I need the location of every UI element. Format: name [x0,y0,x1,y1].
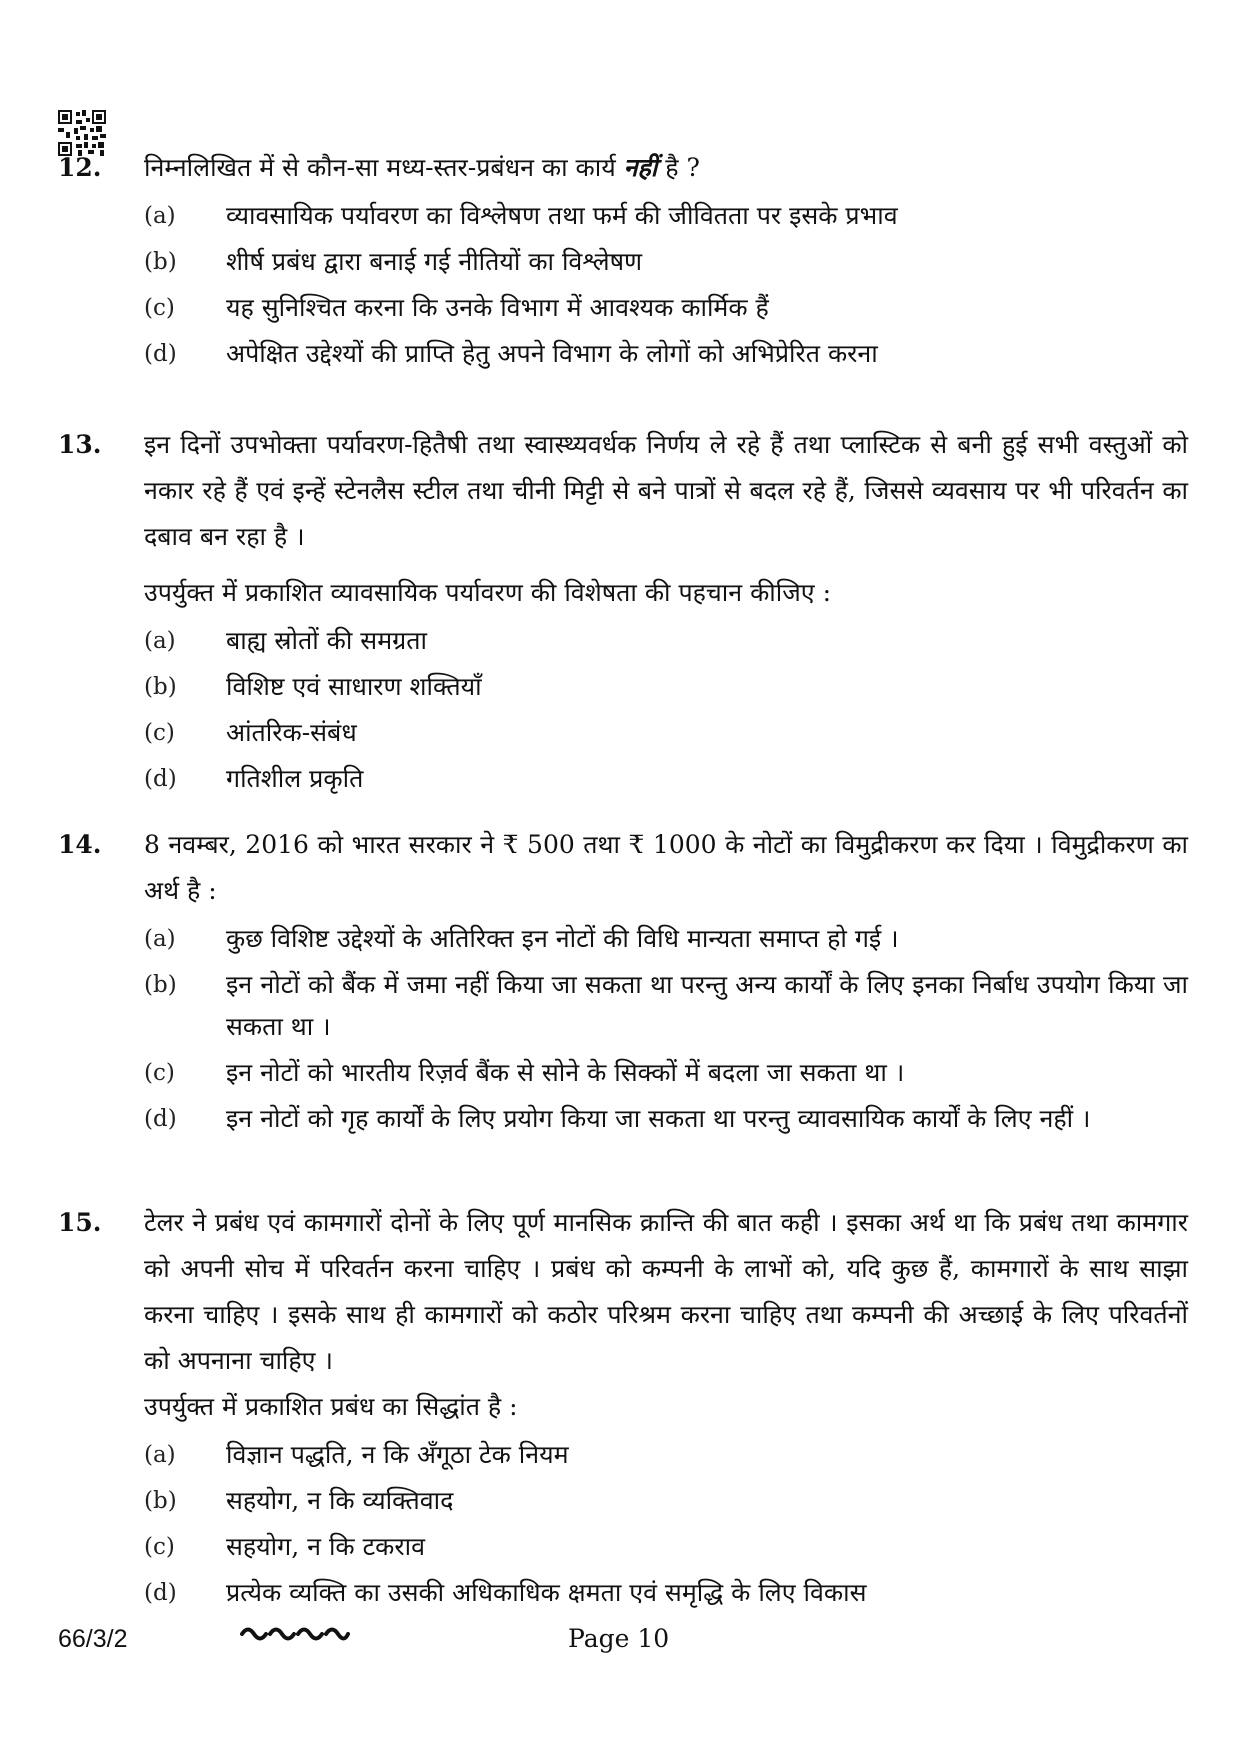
option-a [144,918,1188,960]
option-d [144,333,1188,375]
paper-code: 66/3/2 [58,1625,128,1653]
option-label: (c) [144,295,175,321]
option-label: (c) [144,720,175,746]
option-text: विशिष्ट एवं साधारण शक्तियाँ [226,672,482,701]
question-number: 14. [58,830,102,859]
option-text: शीर्ष प्रबंध द्वारा बनाई गई नीतियों का विश्लेषण [226,247,643,276]
wave-ornament-icon [240,1622,350,1644]
question-14 [58,822,1188,1140]
question-number: 12. [58,153,102,182]
option-a [144,195,1188,237]
question-number: 15. [58,1208,102,1237]
option-label: (d) [144,341,177,367]
question-text-after: है ? [657,153,700,182]
option-text: गतिशील प्रकृति [226,764,364,793]
option-text: प्रत्येक व्यक्ति का उसकी अधिकाधिक क्षमता एवं समृद्धि के लिए विकास [226,1578,867,1607]
option-b [144,964,1188,1048]
page-number: Page 10 [568,1624,670,1653]
option-text: सहयोग, न कि टकराव [226,1532,425,1561]
option-label: (b) [144,249,177,275]
option-text: आंतरिक-संबंध [226,718,357,747]
question-text-before: निम्नलिखित में से कौन-सा मध्य-स्तर-प्रबंधन का कार्य [144,153,624,182]
option-text: सहयोग, न कि व्यक्तिवाद [226,1486,454,1515]
option-label: (d) [144,1580,177,1606]
option-label: (d) [144,1106,177,1132]
option-label: (c) [144,1534,175,1560]
option-text: व्यावसायिक पर्यावरण का विश्लेषण तथा फर्म की जीवितता पर इसके प्रभाव [226,201,898,230]
option-label: (a) [144,203,176,229]
option-text: इन नोटों को भारतीय रिज़र्व बैंक से सोने के सिक्कों में बदला जा सकता था । [226,1058,905,1087]
question-text: इन दिनों उपभोक्ता पर्यावरण-हितैषी तथा स्वास्थ्यवर्धक निर्णय ले रहे हैं तथा प्लास्टिक से बनी हुई सभी वस्तुओं को नकार रहे हैं एवं इन्हें स्टेनलैस स्टील तथा चीनी मिट्टी से बने पात्रों से बदल रहे हैं, जिससे व्यवसाय पर भी परिवर्तन का दबाव बन रहा है । [144,430,1188,551]
option-c [144,1052,1188,1094]
option-label: (d) [144,766,177,792]
option-text: अपेक्षित उद्देश्यों की प्राप्ति हेतु अपने विभाग के लोगों को अभिप्रेरित करना [226,339,878,368]
option-label: (c) [144,1060,175,1086]
option-label: (a) [144,1442,176,1468]
question-15 [58,1200,1188,1614]
question-13 [58,422,1188,800]
option-d [144,758,1188,800]
option-d [144,1572,1188,1614]
option-text: इन नोटों को गृह कार्यों के लिए प्रयोग किया जा सकता था परन्तु व्यावसायिक कार्यों के लिए नहीं । [226,1104,1091,1133]
option-b [144,241,1188,283]
option-c [144,1526,1188,1568]
option-text: इन नोटों को बैंक में जमा नहीं किया जा सकता था परन्तु अन्य कार्यों के लिए इनका निर्बाध उपयोग किया जा सकता था । [226,970,1188,1041]
option-b [144,666,1188,708]
option-label: (b) [144,674,177,700]
option-text: कुछ विशिष्ट उद्देश्यों के अतिरिक्त इन नोटों की विधि मान्यता समाप्त हो गई । [226,924,899,953]
option-c [144,712,1188,754]
question-lead: उपर्युक्त में प्रकाशित प्रबंध का सिद्धांत है : [144,1392,518,1421]
option-c [144,287,1188,329]
option-text: विज्ञान पद्धति, न कि अँगूठा टेक नियम [226,1440,569,1469]
option-label: (b) [144,972,177,998]
question-12 [58,145,1188,375]
option-a [144,1434,1188,1476]
question-lead: उपर्युक्त में प्रकाशित व्यावसायिक पर्यावरण की विशेषता की पहचान कीजिए : [144,578,831,607]
question-text: टेलर ने प्रबंध एवं कामगारों दोनों के लिए पूर्ण मानसिक क्रान्ति की बात कही । इसका अर्थ था कि प्रबंध तथा कामगार को अपनी सोच में परिवर्तन करना चाहिए । प्रबंध को कम्पनी के लाभों को, यदि कुछ हैं, कामगारों के साथ साझा करना चाहिए । इसके साथ ही कामगारों को कठोर परिश्रम करना चाहिए तथा कम्पनी की अच्छाई के लिए परिवर्तनों को अपनाना चाहिए । [144,1208,1188,1375]
option-d [144,1098,1188,1140]
question-text: 8 नवम्बर, 2016 को भारत सरकार ने ₹ 500 तथा ₹ 1000 के नोटों का विमुद्रीकरण कर दिया । विमुद्रीकरण का अर्थ है : [144,830,1188,905]
option-label: (a) [144,628,176,654]
option-text: यह सुनिश्चित करना कि उनके विभाग में आवश्यक कार्मिक हैं [226,293,769,322]
question-number: 13. [58,430,102,459]
option-text: बाह्य स्रोतों की समग्रता [226,626,427,655]
option-label: (a) [144,926,176,952]
emphasis-word: नहीं [623,153,658,182]
option-label: (b) [144,1488,177,1514]
option-b [144,1480,1188,1522]
question-text [144,145,1188,191]
option-a [144,620,1188,662]
